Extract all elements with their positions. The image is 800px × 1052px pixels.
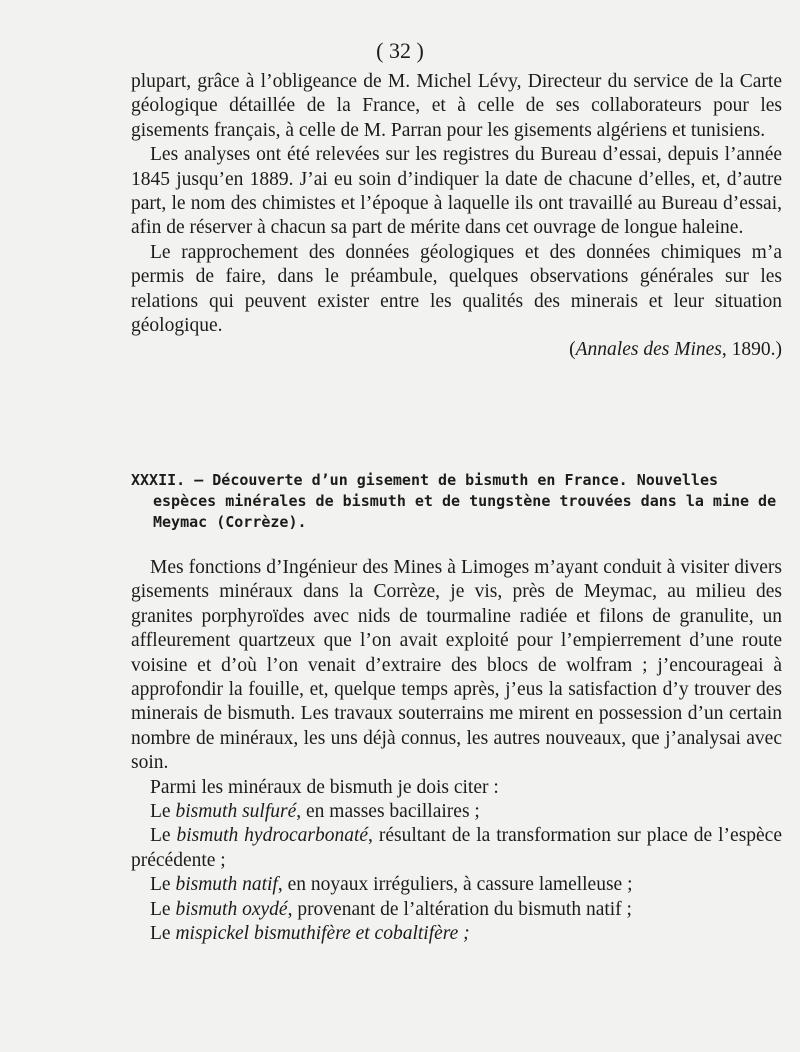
heading-line-2: espèces minérales de bismuth et de tungstène trouvées dans la mine de [153,492,777,510]
item-prefix: Le [150,898,176,920]
item-prefix: Le [150,874,176,896]
item-prefix: Le [150,825,177,847]
list-item [131,824,782,873]
citation-open: ( [569,339,576,361]
citation-title: Annales des Mines [575,339,722,361]
citation-year: , 1890.) [721,339,782,361]
paragraph-analyses: Les analyses ont été relevées sur les registres du Bureau d’essai, depuis l’année 1845 jusqu’en 1889. J’ai eu soin d’indiquer la date de chacune d’elles, et, d’autre part, le nom des chimistes et l’époque à laquelle ils ont travaillé au Bureau d’essai, afin de réserver à chacun sa part de mérite dans cet ouvrage de longue haleine. [131,144,782,239]
list-item [131,922,782,946]
heading-line-1: XXXII. — Découverte d’un gisement de bismuth en France. Nouvelles [131,471,718,489]
item-name: bismuth sulfuré [175,801,297,823]
list-item [131,873,782,897]
item-name: bismuth oxydé [175,898,288,920]
list-item [131,800,782,824]
citation [131,338,782,362]
page-number: ( 32 ) [376,38,424,63]
item-rest: , en noyaux irréguliers, à cassure lamelleuse ; [277,874,633,896]
item-name: mispickel bismuthifère et cobaltifère ; [175,923,470,945]
paragraph-continuation: plupart, grâce à l’obligeance de M. Michel Lévy, Directeur du service de la Carte géologique détaillée de la France, et à celle de ses collaborateurs pour les gisements français, à celle de M. Parran pour les gisements algériens et tunisiens. [131,71,782,141]
body-text-block [131,556,782,947]
list-item [131,898,782,922]
top-text-block [131,70,782,363]
paragraph-rapprochement: Le rapprochement des données géologiques et des données chimiques m’a permis de faire, dans le préambule, quelques observations générales sur les relations qui peuvent exister entre les qualités des minerais et leur situation géologique. [131,241,782,337]
item-prefix: Le [150,923,176,945]
item-name: bismuth natif [175,874,278,896]
item-prefix: Le [150,801,176,823]
paragraph-fonctions: Mes fonctions d’Ingénieur des Mines à Limoges m’ayant conduit à visiter divers gisements minéraux dans la Corrèze, je vis, près de Meymac, au milieu des granites porphyroïdes avec nids de tourmaline radiée et filons de granulite, un affleurement quartzeux que l’on avait exploité pour l’empierrement d’une route voisine et d’où l’on venait d’extraire des blocs de wolfram ; j’encourageai à approfondir la fouille, et, quelque temps après, j’eus la satisfaction d’y trouver des minerais de bismuth. Les travaux souterrains me mirent en possession d’un certain nombre de minéraux, les uns déjà connus, les autres nouveaux, que j’analysai avec soin. [131,557,782,774]
item-name: bismuth hydrocarbonaté [176,825,369,847]
paragraph-parmi: Parmi les minéraux de bismuth je dois citer : [150,776,499,798]
section-heading [131,470,782,533]
heading-line-3: Meymac (Corrèze). [153,513,307,531]
item-rest: , résultant de la transformation sur place de l’espèce précédente ; [131,825,782,871]
item-rest: , en masses bacillaires ; [296,801,480,823]
item-rest: , provenant de l’altération du bismuth natif ; [287,898,632,920]
